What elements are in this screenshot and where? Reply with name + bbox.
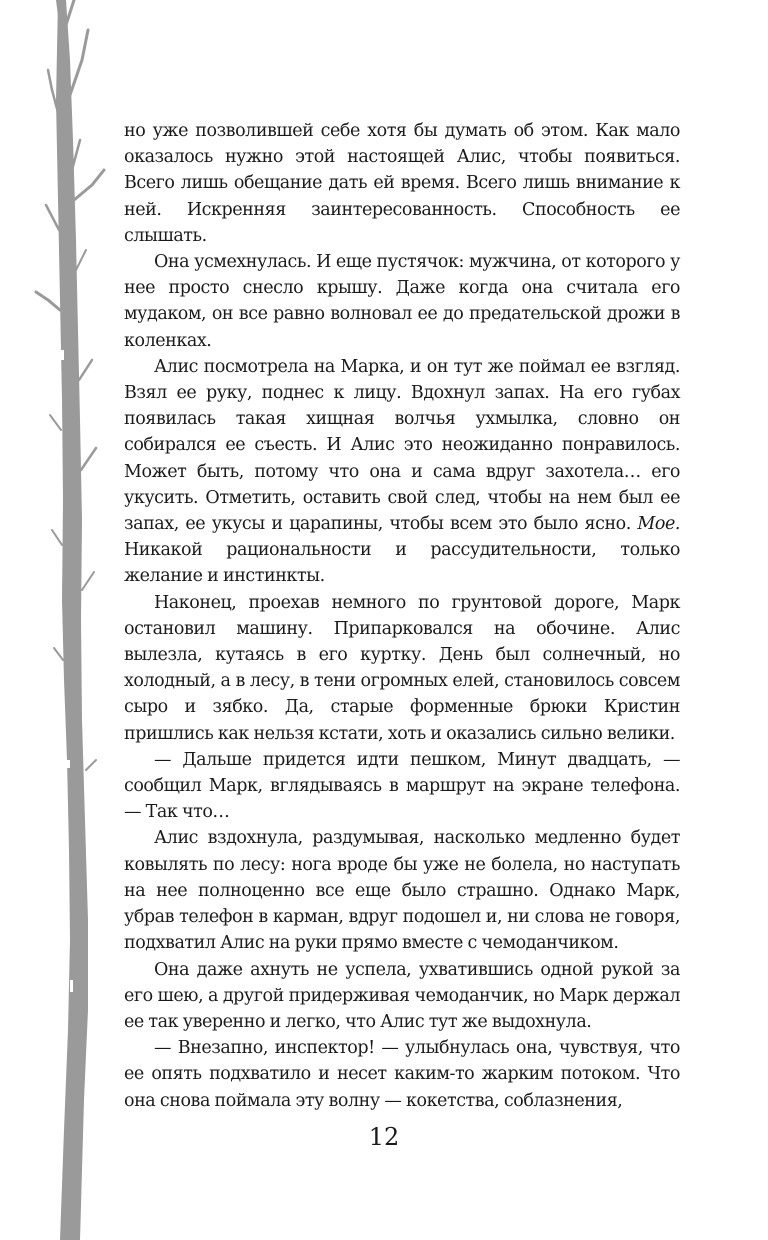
paragraph-4: Наконец, проехав немного по грунтовой дороге, Марк остановил машину. Припарковался на обочине. Алис вылезла, кутаясь в его куртку. День был солнечный, но холодный, а в лесу, в тени огромных елей, становилось совсем сыро и зябко. Да, старые форменные брюки Кристин пришлись как нельзя кстати, хоть и оказались сильно велики. <box>124 592 680 744</box>
birch-tree-illustration <box>0 0 120 1240</box>
italic-emphasis: Мое. <box>637 514 680 535</box>
page-number: 12 <box>368 1123 400 1151</box>
paragraph-8-dialogue: — Внезапно, инспектор! — улыбнулась она, чувствуя, что ее опять подхватило и несет каким-то жарким потоком. Что она снова поймала эту волну — кокетства, соблазнения, <box>124 1038 680 1111</box>
paragraph-2: Она усмехнулась. И еще пустячок: мужчина, от которого у нее просто снесло крышу. Даже когда она считала его мудаком, он все равно волновал ее до предательской дрожи в коленках. <box>124 252 680 351</box>
paragraph-1: но уже позволившей себе хотя бы думать об этом. Как мало оказалось нужно этой настоящей Алис, чтобы появиться. Всего лишь обещание дать ей время. Всего лишь внимание к ней. Искренняя заинтересованность. Способность ее слышать. <box>124 121 680 246</box>
body-text <box>124 118 680 1114</box>
paragraph-6: Алис вздохнула, раздумывая, насколько медленно будет ковылять по лесу: нога вроде бы уже не болела, но наступать на нее полноценно все еще было страшно. Однако Марк, убрав телефон в карман, вдруг подошел и, ни слова не говоря, подхватил Алис на руки прямо вместе с чемоданчиком. <box>124 828 680 954</box>
paragraph-3 <box>124 354 680 590</box>
paragraph-7: Она даже ахнуть не успела, ухватившись одной рукой за его шею, а другой придерживая чемоданчик, но Марк держал ее так уверенно и легко, что Алис тут же выдохнула. <box>124 959 680 1032</box>
paragraph-5-dialogue: — Дальше придется идти пешком, Минут двадцать, — сообщил Марк, вглядываясь в маршрут на экране телефона. — Так что… <box>124 749 680 823</box>
paragraph-3-text-after: Никакой рациональности и рассудительности, только желание и инстинкты. <box>124 540 680 587</box>
paragraph-3-text-before: Алис посмотрела на Марка, и он тут же поймал ее взгляд. Взял ее руку, поднес к лицу. Вдохнул запах. На его губах появилась такая хищная волчья ухмылка, словно он собирался ее съесть. И Алис это неожиданно понравилось. Может быть, потому что она и сама вдруг захотела… его укусить. Отметить, оставить свой след, чтобы на нем был ее запах, ее укусы и царапины, чтобы всем это было ясно. <box>124 356 680 535</box>
